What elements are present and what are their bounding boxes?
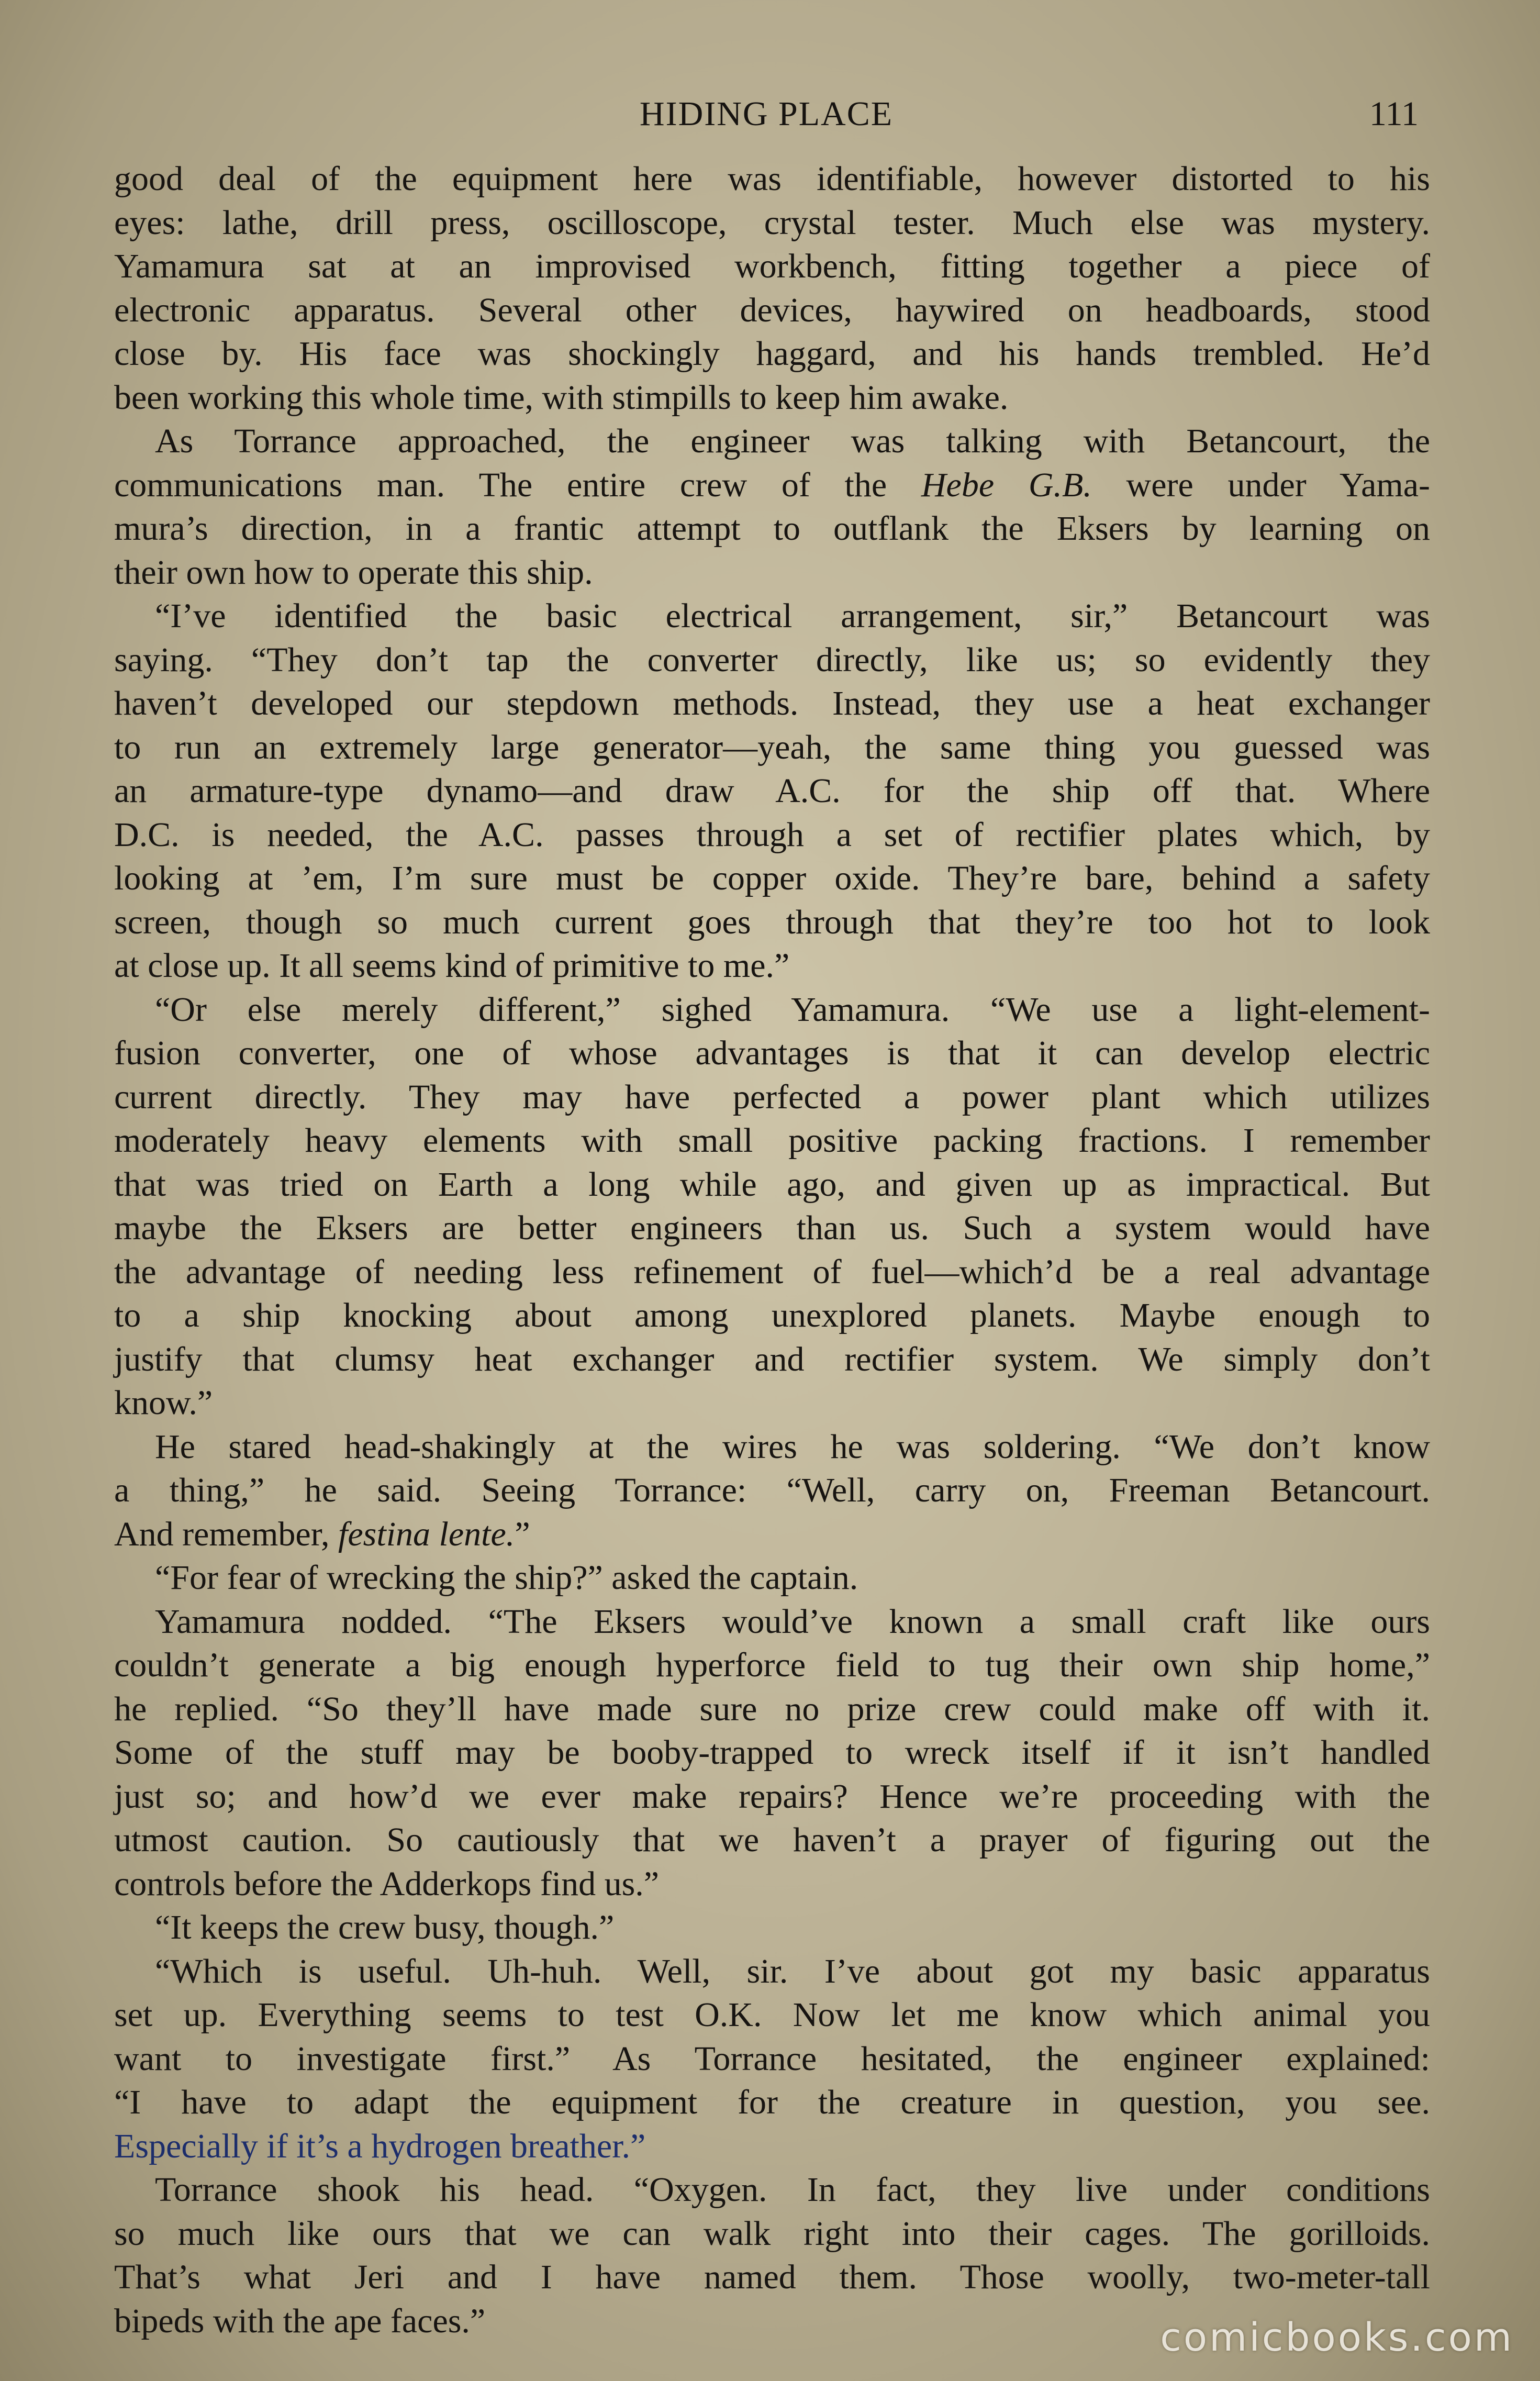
text-line: know.”	[114, 1384, 213, 1422]
text-line: maybe the Eksers are better engineers than us. Such a system would have	[114, 1209, 1430, 1247]
text-line: so much like ours that we can walk right into their cages. The gorilloids.	[114, 2214, 1430, 2253]
text-line: That’s what Jeri and I have named them. Those woolly, two-meter-tall	[114, 2258, 1430, 2296]
text-line: He stared head-shakingly at the wires he was soldering. “We don’t know	[155, 1427, 1430, 1466]
body-text	[114, 157, 1430, 2343]
text-line: “For fear of wrecking the ship?” asked the captain.	[155, 1559, 858, 1597]
text-line: close by. His face was shockingly haggard, and his hands trembled. He’d	[114, 335, 1430, 373]
page-number: 111	[1369, 95, 1419, 133]
text-line: moderately heavy elements with small positive packing fractions. I remember	[114, 1121, 1430, 1160]
page-header	[114, 89, 1419, 147]
text-line: Some of the stuff may be booby-trapped to wreck itself if it isn’t handled	[114, 1733, 1430, 1772]
text-line: at close up. It all seems kind of primitive to me.”	[114, 947, 790, 985]
text-line: “Or else merely different,” sighed Yamamura. “We use a light-element-	[155, 990, 1430, 1029]
text-line: electronic apparatus. Several other devices, haywired on headboards, stood	[114, 291, 1430, 329]
text-line: Yamamura nodded. “The Eksers would’ve known a small craft like ours	[155, 1602, 1430, 1641]
text-line: Especially if it’s a hydrogen breather.”	[114, 2127, 646, 2165]
text-line: the advantage of needing less refinement of fuel—which’d be a real advantage	[114, 1252, 1430, 1291]
text-line: eyes: lathe, drill press, oscilloscope, crystal tester. Much else was mystery.	[114, 203, 1430, 242]
text-line: set up. Everything seems to test O.K. Now let me know which animal you	[114, 1996, 1430, 2034]
text-line: want to investigate first.” As Torrance hesitated, the engineer explained:	[114, 2039, 1430, 2078]
text-line: fusion converter, one of whose advantages is that it can develop electric	[114, 1034, 1430, 1072]
text-line: screen, though so much current goes through that they’re too hot to look	[114, 903, 1430, 941]
text-line: he replied. “So they’ll have made sure no prize crew could make off with it.	[114, 1689, 1430, 1728]
text-line: saying. “They don’t tap the converter directly, like us; so evidently they	[114, 640, 1430, 679]
text-line: that was tried on Earth a long while ago, and given up as impractical. But	[114, 1165, 1430, 1204]
text-line: D.C. is needed, the A.C. passes through a set of rectifier plates which, by	[114, 815, 1430, 854]
text-line: Torrance shook his head. “Oxygen. In fact, they live under conditions	[155, 2171, 1430, 2209]
text-line: current directly. They may have perfected a power plant which utilizes	[114, 1077, 1430, 1116]
watermark: comicbooks.com	[1160, 2315, 1514, 2360]
text-line: “Which is useful. Uh-huh. Well, sir. I’ve about got my basic apparatus	[155, 1952, 1430, 1990]
text-line: justify that clumsy heat exchanger and rectifier system. We simply don’t	[114, 1340, 1430, 1378]
text-line: communications man. The entire crew of the Hebe G.B. were under Yama-	[114, 465, 1430, 504]
text-line: And remember, festina lente.”	[114, 1515, 530, 1553]
text-line: “I’ve identified the basic electrical arrangement, sir,” Betancourt was	[155, 597, 1430, 635]
text-line: Yamamura sat at an improvised workbench, fitting together a piece of	[114, 247, 1430, 285]
text-line: a thing,” he said. Seeing Torrance: “Well, carry on, Freeman Betancourt.	[114, 1471, 1430, 1509]
text-line: to a ship knocking about among unexplored planets. Maybe enough to	[114, 1296, 1430, 1334]
text-line: bipeds with the ape faces.”	[114, 2301, 486, 2340]
text-line: their own how to operate this ship.	[114, 553, 593, 592]
text-line: utmost caution. So cautiously that we haven’t a prayer of figuring out the	[114, 1821, 1430, 1859]
text-line: As Torrance approached, the engineer was talking with Betancourt, the	[155, 422, 1430, 460]
text-line: an armature-type dynamo—and draw A.C. for the ship off that. Where	[114, 772, 1430, 810]
text-line: couldn’t generate a big enough hyperforce field to tug their own ship home,”	[114, 1646, 1430, 1684]
text-line: just so; and how’d we ever make repairs? Hence we’re proceeding with the	[114, 1777, 1430, 1816]
running-title: HIDING PLACE	[639, 95, 894, 133]
text-line: haven’t developed our stepdown methods. Instead, they use a heat exchanger	[114, 684, 1430, 722]
text-line: “I have to adapt the equipment for the creature in question, you see.	[114, 2083, 1430, 2121]
text-line: to run an extremely large generator—yeah, the same thing you guessed was	[114, 728, 1430, 766]
text-line: good deal of the equipment here was identifiable, however distorted to his	[114, 160, 1430, 198]
text-line: looking at ’em, I’m sure must be copper oxide. They’re bare, behind a safety	[114, 859, 1430, 897]
text-line: mura’s direction, in a frantic attempt to outflank the Eksers by learning on	[114, 509, 1430, 548]
text-line: “It keeps the crew busy, though.”	[155, 1908, 615, 1946]
text-line: controls before the Adderkops find us.”	[114, 1864, 660, 1903]
text-line: been working this whole time, with stimpills to keep him awake.	[114, 378, 1009, 417]
